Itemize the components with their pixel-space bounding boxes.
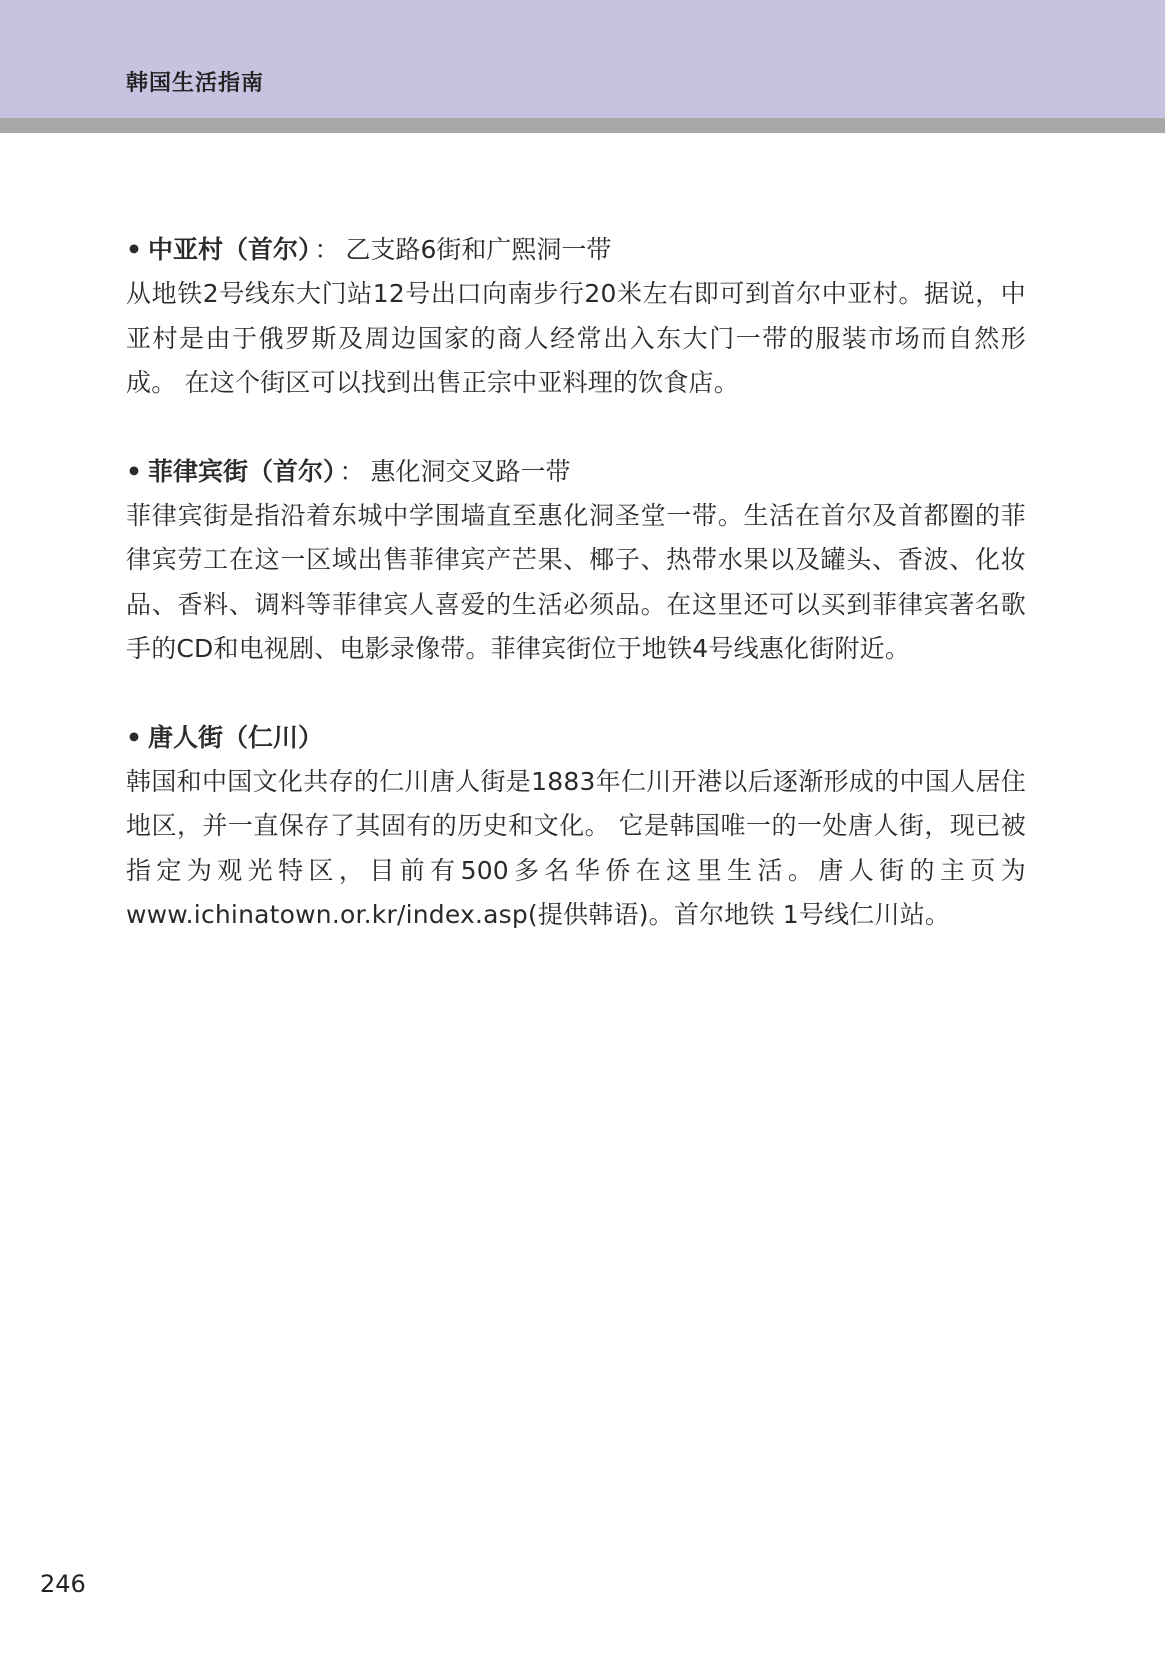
section-body: 从地铁2号线东大门站12号出口向南步行20米左右即可到首尔中亚村。据说，中亚村是由于俄罗斯及周边国家的商人经常出入东大门一带的服装市场而自然形成。 在这个街区可以找到出售正宗中亚料理的饮食店。 [126, 279, 1026, 397]
page-number: 246 [40, 1570, 86, 1598]
section-central-asia-village [126, 228, 1026, 406]
running-title: 韩国生活指南 [126, 71, 265, 96]
section-subtitle: 惠化洞交叉路一带 [370, 456, 571, 486]
section-separator: ： [339, 456, 365, 486]
section-heading [126, 716, 1026, 760]
section-subtitle: 乙支路6街和广熙洞一带 [345, 235, 612, 264]
bullet-icon: • [126, 722, 142, 752]
section-philippine-street [126, 450, 1026, 672]
section-title: 中亚村（首尔） [147, 235, 311, 264]
header-rule [0, 118, 1165, 133]
bullet-icon: • [126, 235, 142, 264]
section-heading [126, 228, 1026, 272]
main-content [126, 228, 1026, 982]
header-band [0, 0, 1165, 118]
section-separator: ： [314, 235, 340, 264]
section-title: 唐人街（仁川） [147, 722, 323, 752]
section-title: 菲律宾街（首尔） [147, 456, 336, 486]
section-body: 菲律宾街是指沿着东城中学围墙直至惠化洞圣堂一带。生活在首尔及首都圈的菲律宾劳工在这一区域出售菲律宾产芒果、椰子、热带水果以及罐头、香波、化妆品、香料、调料等菲律宾人喜爱的生活必须品。在这里还可以买到菲律宾著名歌手的CD和电视剧、电影录像带。菲律宾街位于地铁4号线惠化街附近。 [126, 500, 1026, 663]
section-heading [126, 450, 1026, 494]
section-body: 韩国和中国文化共存的仁川唐人街是1883年仁川开港以后逐渐形成的中国人居住地区，并一直保存了其固有的历史和文化。 它是韩国唯一的一处唐人街，现已被指定为观光特区，目前有500多名华侨在这里生活。唐人街的主页为 www.ichinatown.or.kr/index.asp(提供韩语)。首尔地铁 1号线仁川站。 [126, 766, 1026, 929]
section-chinatown [126, 716, 1026, 938]
bullet-icon: • [126, 456, 142, 486]
